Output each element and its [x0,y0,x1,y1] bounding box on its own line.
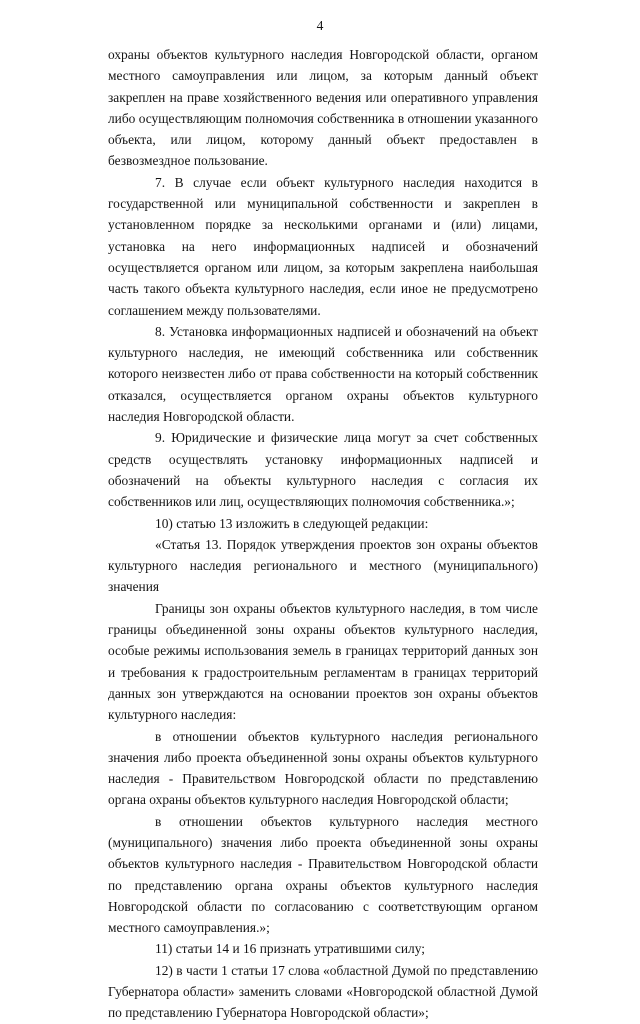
paragraph: «Статья 13. Порядок утверждения проектов зон охраны объектов культурного наследия регионального и местного (муниципального) значения [108,536,538,595]
document-body [108,44,538,1024]
paragraph: 12) в части 1 статьи 17 слова «областной Думой по представлению Губернатора области» заменить словами «Новгородской областной Думой по представлению Губернатора Новгородской области»; [108,962,538,1021]
paragraph: 9. Юридические и физические лица могут за счет собственных средств осуществлять установку информационных надписей и обозначений на объекты культурного наследия с согласия их собственников или лиц, осуществляющих полномочия собственника.»; [108,430,538,510]
page-number: 4 [316,18,324,33]
paragraph: 11) статьи 14 и 16 признать утратившими силу; [155,941,425,957]
paragraph: 10) статью 13 изложить в следующей редакции: [155,515,429,531]
paragraph: Границы зон охраны объектов культурного наследия, в том числе границы объединенной зоны охраны объектов культурного наследия, особые режимы использования земель в границах территорий данных зон и требования к градостроительным регламентам в границах территорий данных зон утверждаются на основании проектов зон охраны объектов культурного наследия: [108,600,538,723]
paragraph: в отношении объектов культурного наследия регионального значения либо проекта объединенной зоны охраны объектов культурного наследия - Правительством Новгородской области по представлению органа охраны объектов культурного наследия Новгородской области; [108,728,538,808]
paragraph: в отношении объектов культурного наследия местного (муниципального) значения либо проекта объединенной зоны охраны объектов культурного наследия - Правительством Новгородской области по представлению органа охраны объектов культурного наследия Новгородской области по согласованию с соответствующим органом местного самоуправления.»; [108,813,538,936]
paragraph: охраны объектов культурного наследия Новгородской области, органом местного самоуправления или лицом, за которым данный объект закреплен на праве хозяйственного ведения или оперативного управления либо осуществляющим полномочия собственника в отношении указанного объекта, или лицом, которому данный объект предоставлен в безвозмездное пользование. [108,47,538,169]
paragraph: 8. Установка информационных надписей и обозначений на объект культурного наследия, не имеющий собственника или собственник которого неизвестен либо от права собственности на который собственник отказался, осуществляется органом охраны объектов культурного наследия Новгородской области. [108,323,538,425]
paragraph: 7. В случае если объект культурного наследия находится в государственной или муниципальной собственности и закреплен в установленном порядке за несколькими органами и (или) лицами, установка на него информационных надписей и обозначений осуществляется органом или лицом, за которым закреплена наибольшая часть такого объекта культурного наследия, если иное не предусмотрено соглашением между пользователями. [108,174,538,318]
